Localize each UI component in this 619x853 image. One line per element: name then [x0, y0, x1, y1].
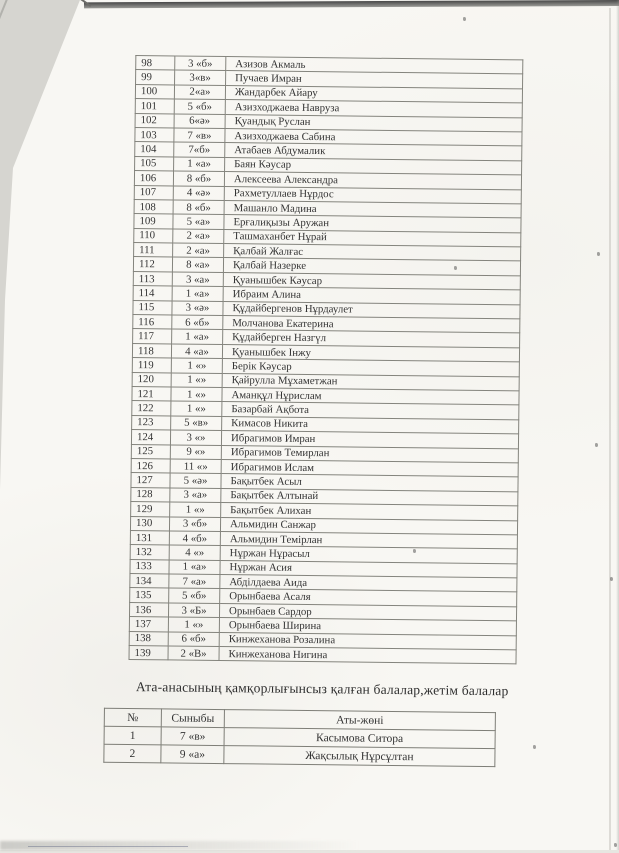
- row-name-cell: Бақытбек Асыл: [221, 474, 518, 492]
- row-name-cell: Кимасов Никита: [222, 416, 519, 434]
- row-number-cell: 103: [135, 127, 174, 142]
- row-name-cell: Орынбаев Сардор: [219, 603, 516, 621]
- row-grade-cell: 2 «В»: [168, 646, 219, 661]
- row-number-cell: 129: [131, 502, 170, 517]
- row-grade-cell: 8 «б»: [173, 200, 224, 215]
- row-name-cell: Қуанышбек Кәусар: [223, 272, 520, 290]
- row-number-cell: 131: [130, 530, 169, 545]
- orphans-table-body: [104, 726, 495, 766]
- row-name-cell: Рахметуллаев Нұрдос: [224, 186, 521, 204]
- row-name-cell: Касымова Ситора: [224, 728, 495, 749]
- row-grade-cell: 3 «»: [170, 430, 221, 445]
- row-number-cell: 126: [131, 458, 170, 473]
- row-number-cell: 135: [130, 588, 169, 603]
- row-name-cell: Ибрагимов Имран: [221, 431, 518, 449]
- row-grade-cell: 7 «в»: [174, 128, 225, 143]
- row-name-cell: Қуандық Руслан: [225, 114, 522, 132]
- row-grade-cell: 7 «а»: [169, 574, 220, 589]
- row-grade-cell: 6 «б»: [172, 315, 223, 330]
- row-name-cell: Аманқұл Нұрислам: [222, 388, 519, 406]
- row-name-cell: Бақытбек Алтынай: [221, 488, 518, 506]
- row-number-cell: 110: [134, 228, 173, 243]
- row-name-cell: Баян Кәусар: [225, 157, 522, 175]
- scan-speck: [595, 443, 598, 447]
- row-name-cell: Ташмаханбет Нұрай: [224, 229, 521, 247]
- row-grade-cell: 1 «»: [171, 387, 222, 402]
- row-name-cell: Атабаев Абдумалик: [225, 143, 522, 161]
- row-grade-cell: 4 «ә»: [173, 185, 224, 200]
- row-grade-cell: 1 «а»: [169, 560, 220, 575]
- row-name-cell: Берік Кәусар: [222, 359, 519, 377]
- row-name-cell: Жақсылық Нұрсұлтан: [224, 746, 495, 767]
- row-number-cell: 114: [133, 286, 172, 301]
- row-grade-cell: 1 «а»: [172, 329, 223, 344]
- row-number-cell: 1: [104, 726, 161, 745]
- row-grade-cell: 5 «б»: [169, 588, 220, 603]
- row-name-cell: Кинжеханова Нигина: [219, 647, 516, 665]
- row-number-cell: 117: [133, 329, 172, 344]
- row-number-cell: 121: [132, 386, 171, 401]
- row-grade-cell: 5 «б»: [174, 99, 225, 114]
- row-number-cell: 127: [131, 473, 170, 488]
- row-name-cell: Молчанова Екатерина: [223, 316, 520, 334]
- row-number-cell: 111: [134, 243, 173, 258]
- row-name-cell: Азизходжаева Навруза: [225, 100, 522, 118]
- row-grade-cell: 4 «а»: [171, 344, 222, 359]
- row-name-cell: Ерғалиқызы Аружан: [224, 215, 521, 233]
- row-name-cell: Құдайбергенов Нұрдаулет: [223, 301, 520, 319]
- scan-speck: [454, 266, 457, 270]
- row-grade-cell: 4 «»: [169, 545, 220, 560]
- table-row: [104, 744, 495, 766]
- row-number-cell: 120: [132, 372, 171, 387]
- row-number-cell: 138: [129, 631, 168, 646]
- row-number-cell: 132: [130, 545, 169, 560]
- row-grade-cell: 3 «Б»: [168, 603, 219, 618]
- row-number-cell: 123: [132, 415, 171, 430]
- row-number-cell: 112: [133, 257, 172, 272]
- row-number-cell: 104: [135, 142, 174, 157]
- row-name-cell: Орынбаева Асаля: [220, 589, 517, 607]
- row-number-cell: 137: [129, 617, 168, 632]
- row-grade-cell: 3 «б»: [169, 516, 220, 531]
- row-grade-cell: 6«ә»: [174, 114, 225, 129]
- row-number-cell: 134: [130, 574, 169, 589]
- row-name-cell: Базарбай Ақбота: [222, 402, 519, 420]
- scan-speck: [533, 745, 536, 749]
- row-number-cell: 98: [136, 56, 175, 71]
- row-name-cell: Алексеева Александра: [224, 172, 521, 190]
- row-number-cell: 2: [104, 744, 161, 763]
- row-grade-cell: 2«а»: [174, 85, 225, 100]
- row-number-cell: 108: [134, 199, 173, 214]
- scan-speck: [463, 17, 466, 21]
- scan-speck: [610, 577, 613, 581]
- row-grade-cell: 1 «»: [171, 358, 222, 373]
- row-name-cell: Құдайберген Назгүл: [223, 330, 520, 348]
- row-grade-cell: 1 «»: [168, 617, 219, 632]
- scan-speck: [614, 843, 617, 847]
- row-number-cell: 122: [132, 401, 171, 416]
- scan-bottom-smudge-line: [28, 846, 188, 847]
- students-table-body: [129, 56, 523, 665]
- row-grade-cell: 4 «б»: [169, 531, 220, 546]
- row-number-cell: 106: [134, 171, 173, 186]
- students-table: [128, 55, 523, 665]
- row-grade-cell: 3«в»: [175, 70, 226, 85]
- row-name-cell: Орынбаева Ширина: [219, 618, 516, 636]
- row-grade-cell: 3 «б»: [175, 56, 226, 71]
- row-number-cell: 118: [132, 343, 171, 358]
- row-grade-cell: 3 «а»: [172, 272, 223, 287]
- row-grade-cell: 6 «б»: [168, 632, 219, 647]
- row-name-cell: Нұржан Нұрасыл: [220, 546, 517, 564]
- row-name-cell: Жандарбек Айару: [225, 85, 522, 103]
- row-grade-cell: 7«б»: [174, 142, 225, 157]
- orphans-table: [103, 708, 496, 767]
- row-grade-cell: 5 «в»: [171, 416, 222, 431]
- row-grade-cell: 3 «ә»: [172, 301, 223, 316]
- row-number-cell: 116: [133, 315, 172, 330]
- row-number-cell: 107: [134, 185, 173, 200]
- row-name-cell: Қалбай Назерке: [223, 258, 520, 276]
- row-name-cell: Нұржан Асия: [220, 560, 517, 578]
- row-grade-cell: 1 «а»: [174, 157, 225, 172]
- row-number-cell: 139: [129, 646, 168, 661]
- row-name-cell: Пучаев Имран: [226, 71, 523, 89]
- row-number-cell: 102: [135, 113, 174, 128]
- row-number-cell: 128: [131, 487, 170, 502]
- scan-speck: [597, 252, 600, 256]
- row-grade-cell: 1 «»: [171, 401, 222, 416]
- header-number: №: [104, 708, 161, 727]
- row-number-cell: 99: [136, 70, 175, 85]
- row-grade-cell: 2 «а»: [173, 229, 224, 244]
- row-name-cell: Ибрагимов Ислам: [221, 459, 518, 477]
- row-grade-cell: 1 «»: [171, 373, 222, 388]
- row-grade-cell: 11 «»: [170, 459, 221, 474]
- header-name: Аты-жөні: [224, 710, 495, 731]
- row-name-cell: Абділдаева Аида: [220, 575, 517, 593]
- row-name-cell: Азизходжаева Сабина: [225, 128, 522, 146]
- row-name-cell: Қуанышбек Інжу: [222, 344, 519, 362]
- row-number-cell: 100: [135, 84, 174, 99]
- row-name-cell: Кинжеханова Розалина: [219, 632, 516, 650]
- row-name-cell: Қайрулла Мұхаметжан: [222, 373, 519, 391]
- row-grade-cell: 8 «б»: [173, 171, 224, 186]
- row-name-cell: Бақытбек Алихан: [221, 503, 518, 521]
- row-number-cell: 105: [135, 156, 174, 171]
- row-number-cell: 125: [131, 444, 170, 459]
- row-number-cell: 130: [130, 516, 169, 531]
- row-number-cell: 119: [132, 358, 171, 373]
- row-grade-cell: 1 «а»: [172, 286, 223, 301]
- row-number-cell: 101: [135, 99, 174, 114]
- row-grade-cell: 3 «а»: [170, 488, 221, 503]
- row-name-cell: Ибрагимов Темирлан: [221, 445, 518, 463]
- row-name-cell: Альмидин Санжар: [220, 517, 517, 535]
- row-grade-cell: 9 «а»: [161, 745, 224, 764]
- row-grade-cell: 7 «в»: [161, 727, 224, 746]
- row-grade-cell: 1 «»: [170, 502, 221, 517]
- row-name-cell: Азизов Акмаль: [226, 57, 523, 75]
- row-name-cell: Қалбай Жалғас: [224, 244, 521, 262]
- row-name-cell: Ибраим Алина: [223, 287, 520, 305]
- header-grade: Сыныбы: [161, 709, 224, 728]
- row-number-cell: 109: [134, 214, 173, 229]
- row-number-cell: 124: [131, 430, 170, 445]
- row-name-cell: Машанло Мадина: [224, 200, 521, 218]
- row-grade-cell: 9 «»: [170, 444, 221, 459]
- row-number-cell: 115: [133, 300, 172, 315]
- scan-speck: [413, 549, 416, 553]
- row-grade-cell: 5 «ә»: [170, 473, 221, 488]
- table-row: [129, 646, 516, 665]
- row-number-cell: 113: [133, 271, 172, 286]
- row-number-cell: 136: [129, 602, 168, 617]
- row-name-cell: Альмидин Темірлан: [220, 531, 517, 549]
- row-grade-cell: 8 «а»: [172, 257, 223, 272]
- row-grade-cell: 2 «а»: [173, 243, 224, 258]
- row-number-cell: 133: [130, 559, 169, 574]
- section-heading: Ата-анасының қамқорлығынсыз қалған балалар,жетім балалар: [135, 679, 509, 699]
- row-grade-cell: 5 «а»: [173, 214, 224, 229]
